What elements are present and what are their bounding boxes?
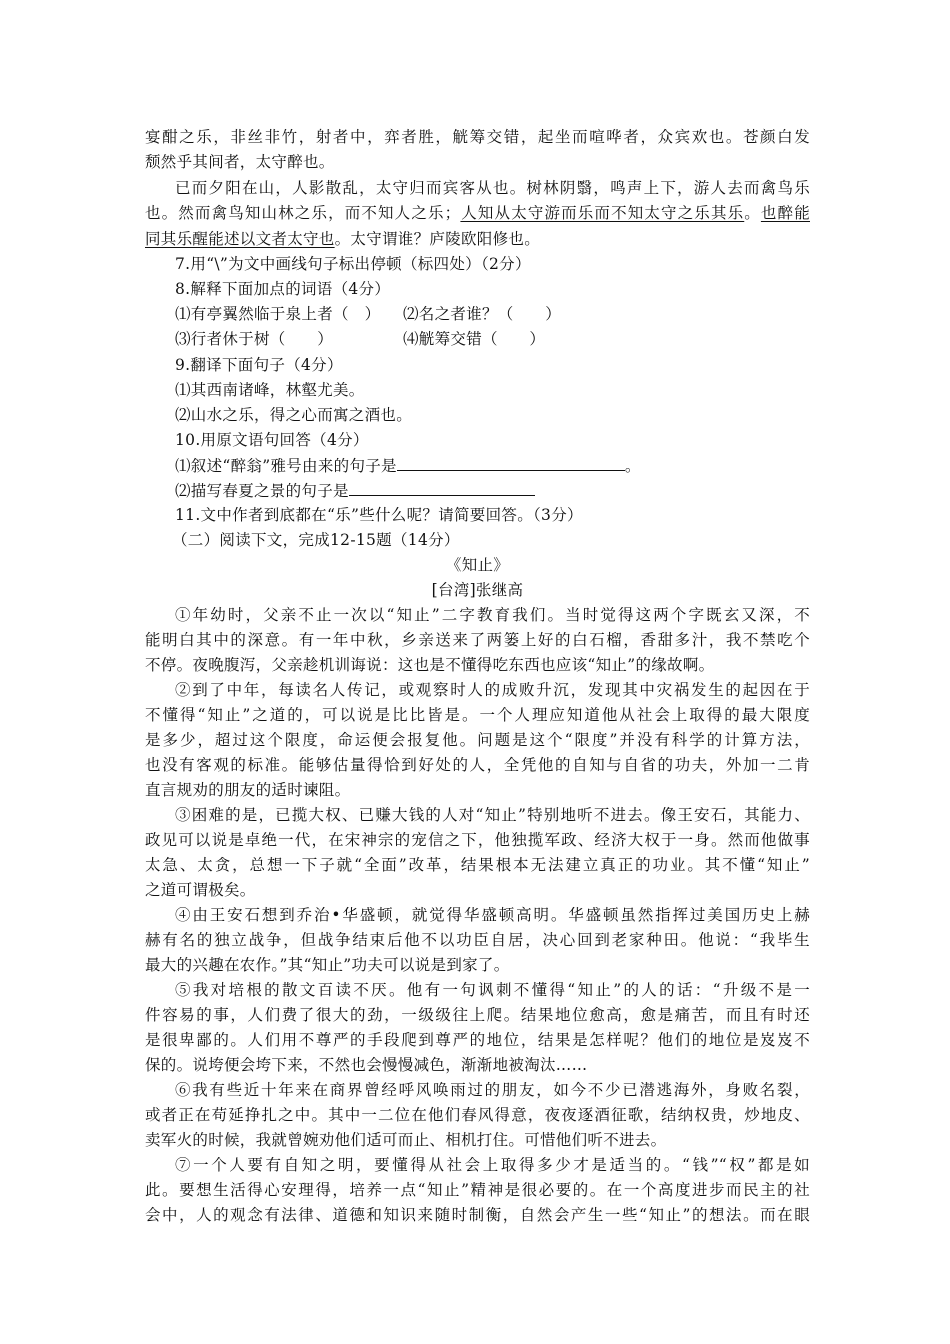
passage-text: 也。然而禽鸟知山林之乐，而不知人之乐； bbox=[145, 204, 461, 222]
question-8: 8.解释下面加点的词语（4分） bbox=[175, 280, 391, 298]
question-9-item-2: ⑵山水之乐，得之心而寓之酒也。 bbox=[175, 406, 413, 424]
question-9: 9.翻译下面句子（4分） bbox=[175, 356, 343, 374]
paragraph-1-line: 不停。夜晚腹泻，父亲趁机训诲说：这也是不懂得吃东西也应该“知止”的缘故啊。 bbox=[145, 656, 715, 674]
question-10-item-1 bbox=[175, 455, 810, 476]
question-10-item-2 bbox=[175, 480, 810, 501]
paragraph-3-line: 政见可以说是卓绝一代，在宋神宗的宠信之下，他独揽军政、经济大权于一身。然而他做事 bbox=[145, 831, 810, 849]
paragraph-1-line: 能明白其中的深意。有一年中秋，乡亲送来了两篓上好的白石榴，香甜多汁，我不禁吃个 bbox=[145, 631, 810, 649]
paragraph-2-line: 不懂得“知止”之道的，可以说是比比皆是。一个人理应知道他从社会上取得的最大限度 bbox=[145, 706, 810, 724]
paragraph-3-line: ③困难的是，已揽大权、已赚大钱的人对“知止”特别地听不进去。像王安石，其能力、 bbox=[175, 806, 810, 824]
underlined-sentence-part-1: 人知从太守游而乐而不知太守之乐其乐 bbox=[460, 204, 745, 222]
answer-blank[interactable] bbox=[349, 480, 535, 496]
paragraph-2-line: ②到了中年，每读名人传记，或观察时人的成败升沉，发现其中灾祸发生的起因在于 bbox=[175, 681, 810, 699]
article-author: [台湾]张继高 bbox=[431, 581, 524, 599]
paragraph-7-line: ⑦一个人要有自知之明，要懂得从社会上取得多少才是适当的。“钱”“权”都是如 bbox=[175, 1156, 810, 1174]
paragraph-6-line: 卖军火的时候，我就曾婉劝他们适可而止、相机打住。可惜他们听不进去。 bbox=[145, 1131, 667, 1149]
passage-text: 。 bbox=[744, 204, 761, 222]
question-8-items-row-1 bbox=[175, 304, 810, 324]
question-8-item-4: ⑷觥筹交错（ ） bbox=[403, 330, 546, 348]
question-8-item-3: ⑶行者休于树（ ） bbox=[175, 330, 334, 348]
paragraph-4-line: ④由王安石想到乔治•华盛顿，就觉得华盛顿高明。华盛顿虽然指挥过美国历史上赫 bbox=[175, 906, 810, 924]
section-2-heading: （二）阅读下文，完成12-15题（14分） bbox=[172, 531, 460, 549]
question-7: 7.用“\”为文中画线句子标出停顿（标四处）（2分） bbox=[175, 255, 531, 273]
passage-line-5 bbox=[145, 229, 810, 249]
question-8-item-1: ⑴有亭翼然临于泉上者（ ） bbox=[175, 305, 381, 323]
passage-line-1: 宴酣之乐，非丝非竹，射者中，弈者胜，觥筹交错，起坐而喧哗者，众宾欢也。苍颜白发 bbox=[145, 128, 810, 146]
paragraph-5-line: 件容易的事，人们费了很大的劲，一级级往上爬。结果地位愈高，愈是痛苦，而且有时还 bbox=[145, 1006, 810, 1024]
answer-blank[interactable] bbox=[397, 455, 625, 471]
question-text: ⑴叙述“醉翁”雅号由来的句子是 bbox=[175, 457, 397, 475]
paragraph-1-line: ①年幼时，父亲不止一次以“知止”二字教育我们。当时觉得这两个字既玄又深，不 bbox=[175, 606, 810, 624]
paragraph-3-line: 太急、太贪，总想一下子就“全面”改革，结果根本无法建立真正的功业。其不懂“知止” bbox=[145, 856, 810, 874]
question-8-item-2: ⑵名之者谁？（ ） bbox=[403, 305, 562, 323]
paragraph-7-line: 会中，人的观念有法律、道德和知识来随时制衡，自然会产生一些“知止”的想法。而在眼 bbox=[145, 1206, 810, 1224]
article-title: 《知止》 bbox=[445, 556, 510, 574]
paragraph-4-line: 赫有名的独立战争，但战争结束后他不以功臣自居，决心回到老家种田。他说：“我毕生 bbox=[145, 931, 810, 949]
paragraph-5-line: 是很卑鄙的。人们用不尊严的手段爬到尊严的地位，结果是怎样呢？他们的地位是岌岌不 bbox=[145, 1031, 810, 1049]
paragraph-7-line: 此。要想生活得心安理得，培养一点“知止”精神是很必要的。在一个高度进步而民主的社 bbox=[145, 1181, 810, 1199]
paragraph-6-line: ⑥我有些近十年来在商界曾经呼风唤雨过的朋友，如今不少已潜逃海外，身败名裂， bbox=[175, 1081, 810, 1099]
passage-line-2: 颓然乎其间者，太守醉也。 bbox=[145, 153, 335, 171]
passage-line-3: 已而夕阳在山，人影散乱，太守归而宾客从也。树林阴翳，鸣声上下，游人去而禽鸟乐 bbox=[175, 179, 810, 197]
question-8-items-row-2 bbox=[175, 329, 810, 349]
question-10: 10.用原文语句回答（4分） bbox=[175, 431, 369, 449]
question-text: ⑵描写春夏之景的句子是 bbox=[175, 482, 349, 500]
paragraph-2-line: 直言规劝的朋友的适时谏阻。 bbox=[145, 781, 351, 799]
paragraph-6-line: 或者正在苟延挣扎之中。其中一二位在他们春风得意，夜夜逐酒征歌，结纳权贵，炒地皮、 bbox=[145, 1106, 810, 1124]
question-text: 。 bbox=[624, 457, 641, 475]
question-11: 11.文中作者到底都在“乐”些什么呢？请简要回答。（3分） bbox=[175, 506, 583, 524]
underlined-sentence-part-3: 同其乐醒能述以文者太守也 bbox=[145, 230, 335, 248]
paragraph-5-line: ⑤我对培根的散文百读不厌。他有一句讽刺不懂得“知止”的人的话：“升级不是一 bbox=[175, 981, 810, 999]
underlined-sentence-part-2: 也醉能 bbox=[760, 204, 810, 222]
paragraph-5-line: 保的。说垮便会垮下来，不然也会慢慢减色，渐渐地被淘汰…… bbox=[145, 1056, 588, 1074]
passage-text: 。太守谓谁？庐陵欧阳修也。 bbox=[334, 230, 541, 248]
paragraph-3-line: 之道可谓极矣。 bbox=[145, 881, 256, 899]
paragraph-4-line: 最大的兴趣在农作。”其“知止”功夫可以说是到家了。 bbox=[145, 956, 510, 974]
paragraph-2-line: 也没有客观的标准。能够估量得恰到好处的人，全凭他的自知与自省的功夫，外加一二肯 bbox=[145, 756, 810, 774]
paragraph-2-line: 是多少，超过这个限度，命运便会报复他。问题是这个“限度”并没有科学的计算方法， bbox=[145, 731, 810, 749]
question-9-item-1: ⑴其西南诸峰，林壑尤美。 bbox=[175, 381, 365, 399]
passage-line-4 bbox=[145, 203, 810, 223]
